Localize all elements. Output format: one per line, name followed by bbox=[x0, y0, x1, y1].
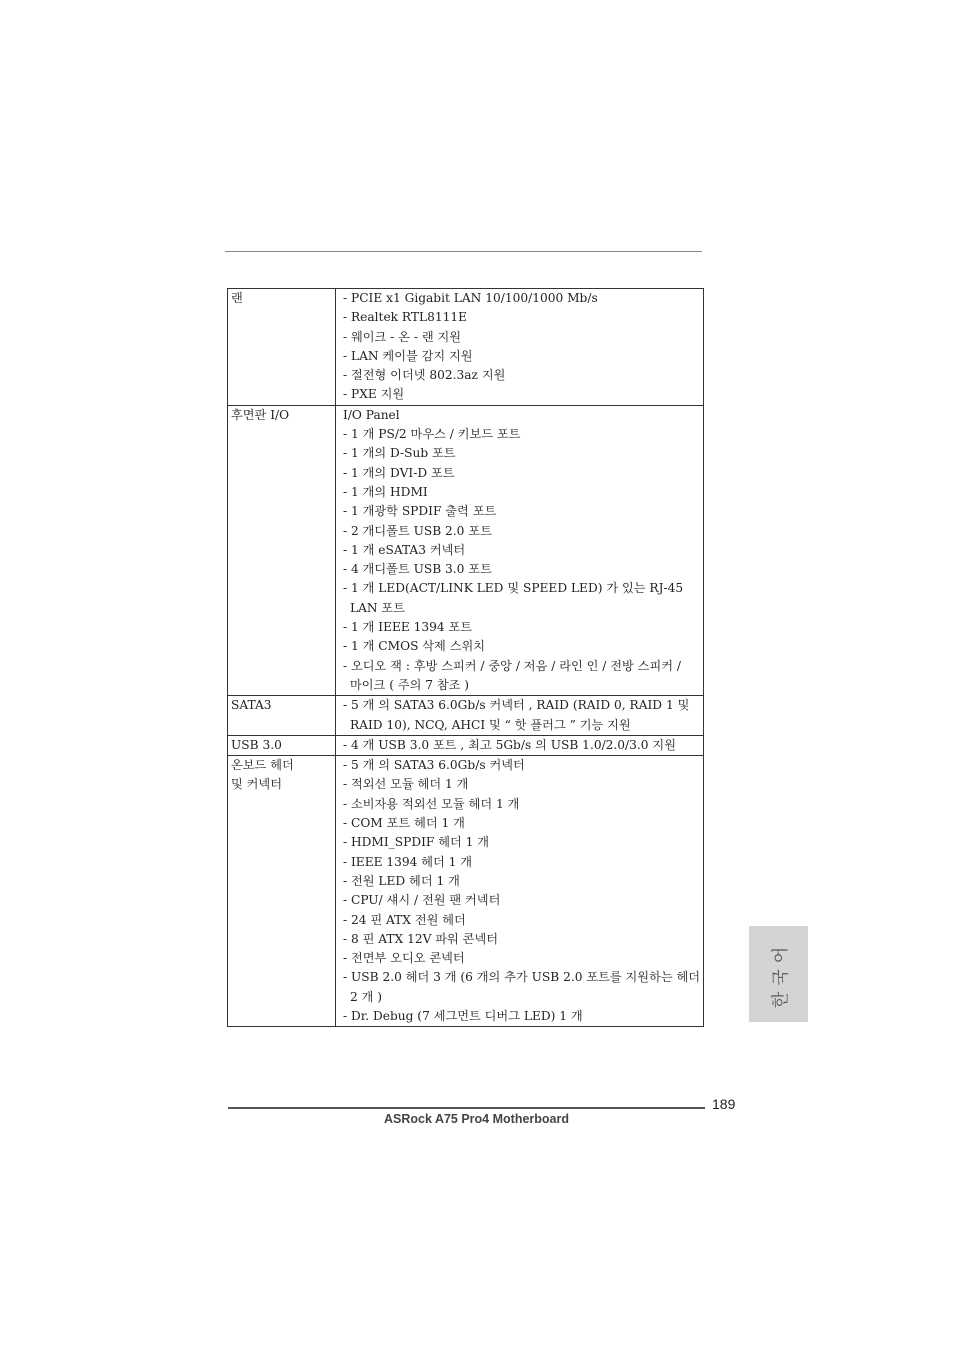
spec-line: - 1 개광학 SPDIF 출력 포트 bbox=[343, 504, 497, 519]
spec-line: - 1 개 eSATA3 커넥터 bbox=[343, 542, 466, 557]
language-tab bbox=[749, 926, 808, 1022]
table-row bbox=[228, 696, 704, 736]
spec-line: - IEEE 1394 헤더 1 개 bbox=[343, 854, 473, 869]
table-row bbox=[228, 405, 704, 695]
row-label-line: 및 커넥터 bbox=[231, 777, 282, 792]
spec-table-body bbox=[228, 289, 704, 1027]
spec-line: - 1 개의 HDMI bbox=[343, 484, 428, 499]
row-label bbox=[228, 756, 336, 1027]
row-values bbox=[336, 735, 704, 755]
spec-line: - 5 개 의 SATA3 6.0Gb/s 커넥터 bbox=[343, 758, 525, 773]
spec-line: - 절전형 이더넷 802.3az 지원 bbox=[343, 368, 506, 383]
spec-line: - 1 개의 DVI-D 포트 bbox=[343, 465, 455, 480]
page-number: 189 bbox=[712, 1096, 736, 1112]
language-tab-label: 한국어 bbox=[771, 940, 791, 1008]
row-values bbox=[336, 756, 704, 1027]
spec-line: - HDMI_SPDIF 헤더 1 개 bbox=[343, 835, 490, 850]
spec-line: I/O Panel bbox=[343, 407, 400, 422]
row-label-line: USB 3.0 bbox=[231, 737, 282, 752]
row-label bbox=[228, 289, 336, 406]
spec-line: - LAN 케이블 감지 지원 bbox=[343, 348, 473, 363]
spec-line: - 웨이크 - 온 - 랜 지원 bbox=[343, 329, 462, 344]
spec-line: - 적외선 모듈 헤더 1 개 bbox=[343, 777, 469, 792]
spec-table bbox=[227, 288, 704, 1027]
row-label bbox=[228, 405, 336, 695]
spec-line: - 5 개 의 SATA3 6.0Gb/s 커넥터 , RAID (RAID 0, RAID 1 및 bbox=[343, 698, 690, 713]
spec-line: - Dr. Debug (7 세그먼트 디버그 LED) 1 개 bbox=[343, 1008, 583, 1023]
spec-line: - 24 핀 ATX 전원 헤더 bbox=[343, 912, 466, 927]
spec-line: LAN 포트 bbox=[350, 600, 405, 615]
top-divider bbox=[225, 251, 702, 252]
spec-line: - 8 핀 ATX 12V 파워 콘넥터 bbox=[343, 931, 499, 946]
spec-line: RAID 10), NCQ, AHCI 및 “ 핫 플러그 ” 기능 지원 bbox=[350, 717, 631, 732]
spec-line: - 4 개 USB 3.0 포트 , 최고 5Gb/s 의 USB 1.0/2.0/3.0 지원 bbox=[343, 737, 676, 752]
spec-line: - 전면부 오디오 콘넥터 bbox=[343, 951, 465, 966]
spec-line: - COM 포트 헤더 1 개 bbox=[343, 816, 465, 831]
spec-line: 마이크 ( 주의 7 참조 ) bbox=[350, 677, 470, 692]
table-row bbox=[228, 756, 704, 1027]
spec-line: - 전원 LED 헤더 1 개 bbox=[343, 873, 460, 888]
spec-line: - USB 2.0 헤더 3 개 (6 개의 추가 USB 2.0 포트를 지원하는 헤더 bbox=[343, 970, 700, 985]
row-label bbox=[228, 735, 336, 755]
row-label bbox=[228, 696, 336, 736]
row-label-line: SATA3 bbox=[231, 698, 272, 713]
spec-line: - PXE 지원 bbox=[343, 387, 405, 402]
table-row bbox=[228, 735, 704, 755]
spec-line: - 소비자용 적외선 모듈 헤더 1 개 bbox=[343, 796, 520, 811]
spec-line: - 오디오 잭 : 후방 스피커 / 중앙 / 저음 / 라인 인 / 전방 스피커 / bbox=[343, 658, 681, 673]
row-label-line: 후면판 I/O bbox=[231, 407, 290, 422]
spec-line: - 1 개 CMOS 삭제 스위치 bbox=[343, 639, 486, 654]
row-label-line: 온보드 헤더 bbox=[231, 758, 294, 773]
spec-line: - Realtek RTL8111E bbox=[343, 310, 468, 325]
footer-title: ASRock A75 Pro4 Motherboard bbox=[384, 1112, 569, 1126]
spec-line: - 4 개디폴트 USB 3.0 포트 bbox=[343, 562, 492, 577]
row-label-line: 랜 bbox=[231, 291, 243, 305]
spec-line: - 1 개 PS/2 마우스 / 키보드 포트 bbox=[343, 427, 521, 442]
spec-line: 2 개 ) bbox=[350, 989, 383, 1004]
row-values bbox=[336, 405, 704, 695]
spec-line: - PCIE x1 Gigabit LAN 10/100/1000 Mb/s bbox=[343, 291, 598, 305]
table-row bbox=[228, 289, 704, 406]
spec-line: - CPU/ 섀시 / 전원 팬 커넥터 bbox=[343, 893, 501, 908]
spec-line: - 1 개 LED(ACT/LINK LED 및 SPEED LED) 가 있는 RJ-45 bbox=[343, 581, 684, 596]
footer-divider bbox=[228, 1107, 705, 1109]
spec-line: - 2 개디폴트 USB 2.0 포트 bbox=[343, 523, 492, 538]
spec-line: - 1 개 IEEE 1394 포트 bbox=[343, 620, 473, 635]
row-values bbox=[336, 696, 704, 736]
row-values bbox=[336, 289, 704, 406]
spec-line: - 1 개의 D-Sub 포트 bbox=[343, 446, 456, 461]
